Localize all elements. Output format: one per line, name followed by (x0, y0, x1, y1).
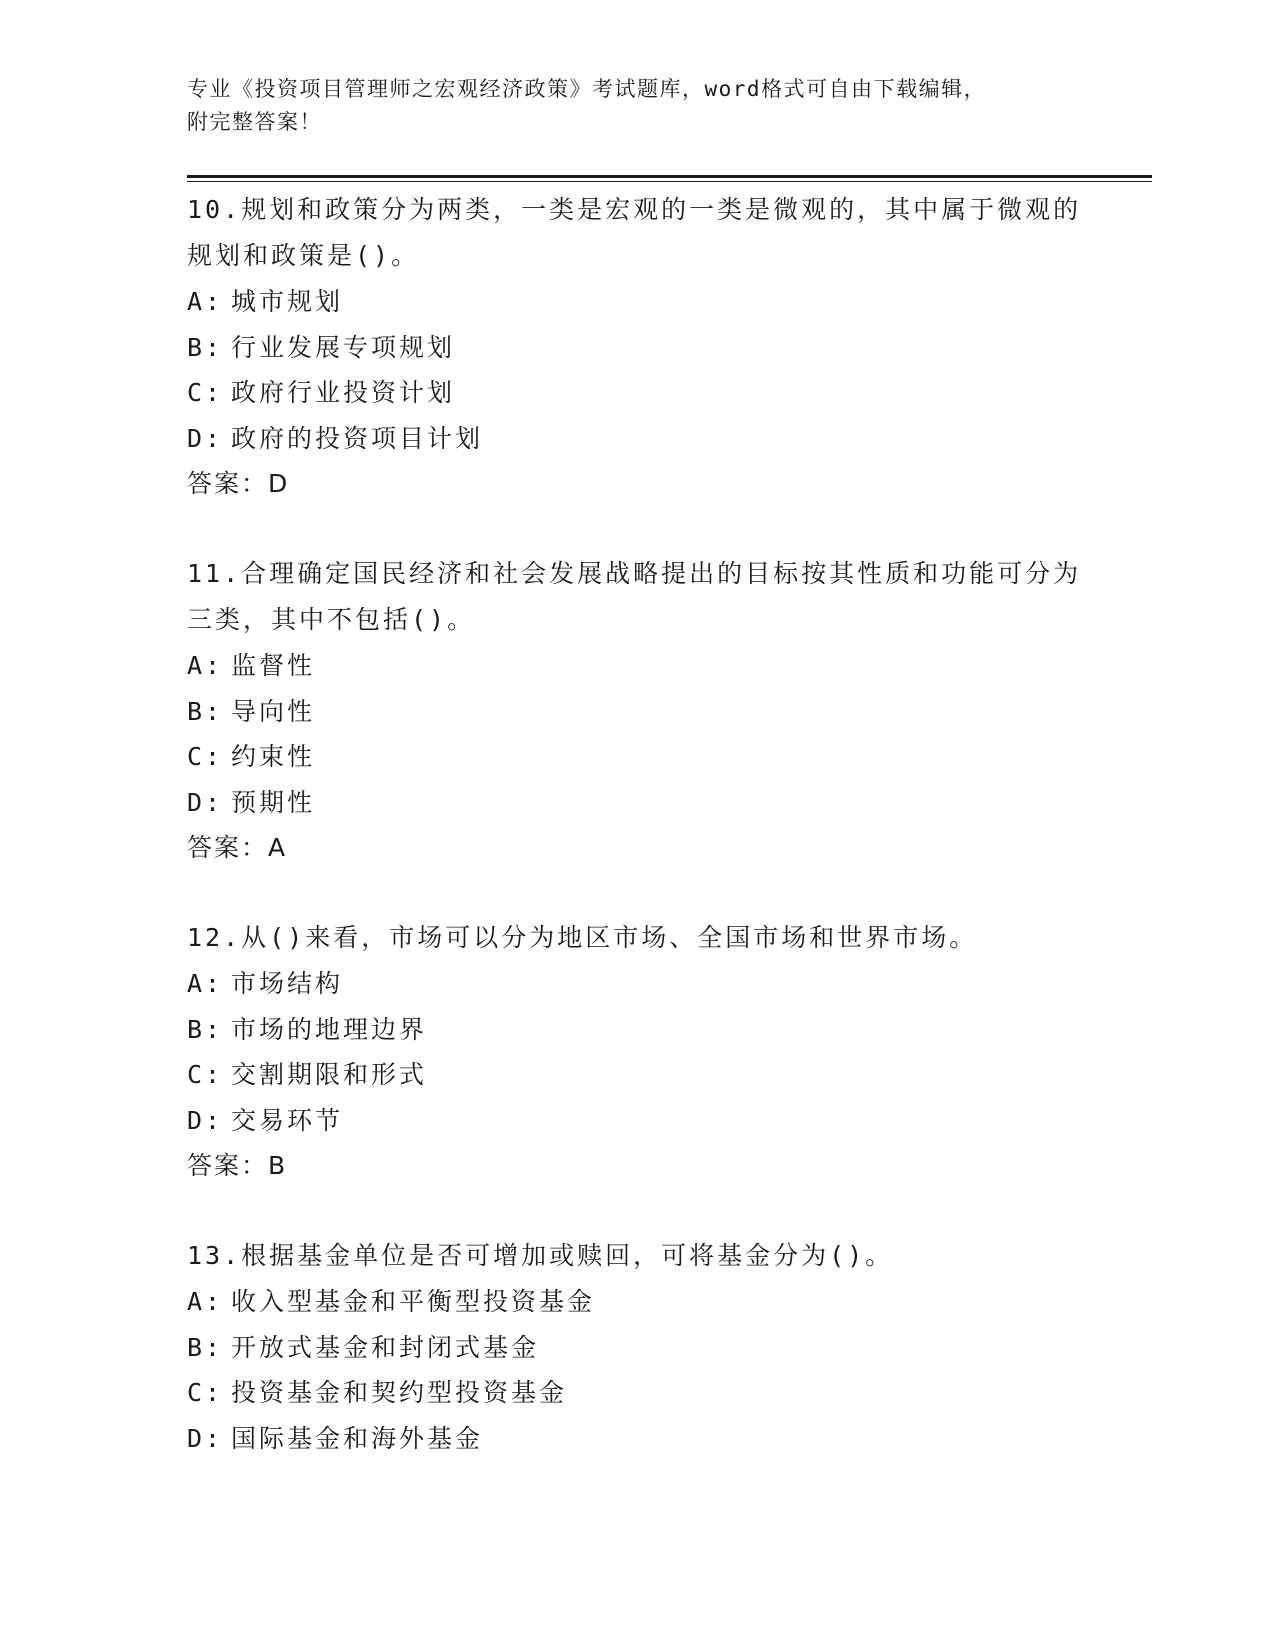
option-text: 市场结构 (231, 969, 344, 998)
question-10 (187, 187, 1087, 507)
option-a (187, 279, 1087, 325)
option-c (187, 1370, 1087, 1416)
option-text: 市场的地理边界 (231, 1014, 428, 1044)
question-text: 11.合理确定国民经济和社会发展战略提出的目标按其性质和功能可分为三类，其中不包括()。 (187, 559, 1082, 634)
option-key: D: (187, 1105, 224, 1135)
question-11 (187, 551, 1087, 871)
option-text: 城市规划 (231, 287, 344, 316)
option-text: 政府行业投资计划 (231, 378, 456, 407)
option-key: B: (187, 696, 224, 726)
option-text: 约束性 (231, 742, 316, 771)
header-line-1: 专业《投资项目管理师之宏观经济政策》考试题库，word格式可自由下载编辑， (187, 77, 987, 101)
header-divider-thin (187, 181, 1152, 182)
document-header (187, 73, 1067, 139)
option-c (187, 370, 1087, 416)
option-d (187, 1098, 1087, 1144)
option-key: C: (187, 378, 224, 407)
option-a (187, 961, 1087, 1007)
option-text: 政府的投资项目计划 (231, 423, 484, 453)
header-line-2: 附完整答案！ (187, 110, 322, 134)
option-key: B: (187, 332, 224, 362)
option-text: 收入型基金和平衡型投资基金 (231, 1287, 596, 1316)
option-text: 国际基金和海外基金 (231, 1423, 484, 1453)
answer-line: 答案：D (187, 469, 290, 498)
question-text: 10.规划和政策分为两类，一类是宏观的一类是微观的，其中属于微观的规划和政策是()。 (187, 195, 1082, 270)
option-key: C: (187, 742, 224, 771)
option-c (187, 734, 1087, 780)
option-text: 行业发展专项规划 (231, 332, 456, 362)
option-key: C: (187, 1378, 224, 1407)
option-b (187, 1325, 1087, 1371)
option-key: D: (187, 787, 224, 817)
option-a (187, 643, 1087, 689)
question-list (187, 187, 1087, 1461)
option-text: 交割期限和形式 (231, 1060, 428, 1089)
option-text: 导向性 (231, 696, 316, 726)
option-text: 预期性 (231, 787, 316, 817)
option-key: A: (187, 287, 224, 316)
option-key: B: (187, 1332, 224, 1362)
option-key: D: (187, 1423, 224, 1453)
option-text: 投资基金和契约型投资基金 (231, 1378, 568, 1407)
option-b (187, 689, 1087, 735)
question-12 (187, 915, 1087, 1189)
option-key: C: (187, 1060, 224, 1089)
option-d (187, 416, 1087, 462)
answer-line: 答案：A (187, 833, 288, 862)
option-d (187, 780, 1087, 826)
question-text: 12.从()来看，市场可以分为地区市场、全国市场和世界市场。 (187, 923, 978, 952)
question-13 (187, 1233, 1087, 1461)
option-d (187, 1416, 1087, 1462)
option-text: 监督性 (231, 651, 316, 680)
option-text: 开放式基金和封闭式基金 (231, 1332, 540, 1362)
answer-line: 答案：B (187, 1151, 288, 1180)
option-b (187, 1007, 1087, 1053)
option-key: D: (187, 423, 224, 453)
option-text: 交易环节 (231, 1105, 344, 1135)
header-divider-thick (187, 175, 1152, 178)
option-key: A: (187, 969, 224, 998)
option-key: B: (187, 1014, 224, 1044)
option-c (187, 1052, 1087, 1098)
option-a (187, 1279, 1087, 1325)
question-text: 13.根据基金单位是否可增加或赎回，可将基金分为()。 (187, 1241, 894, 1270)
option-b (187, 325, 1087, 371)
option-key: A: (187, 1287, 224, 1316)
option-key: A: (187, 651, 224, 680)
